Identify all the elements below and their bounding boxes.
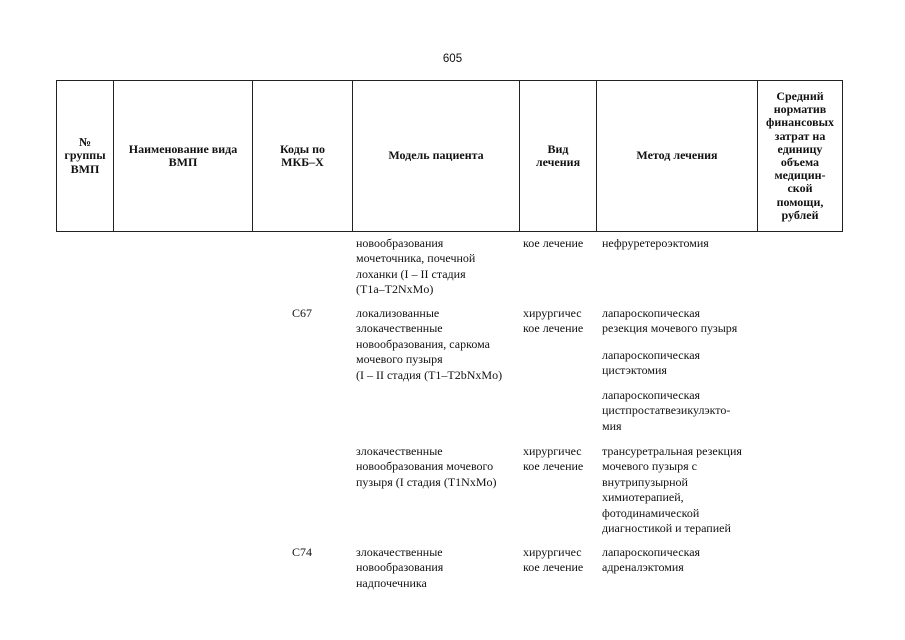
- header-group-number: № группы ВМП: [57, 81, 114, 231]
- row4-icd-code: С74: [292, 545, 313, 559]
- row1-treatment-type: кое лечение: [523, 236, 584, 250]
- table-header: [56, 80, 843, 232]
- header-vmp-name: Наименование вида ВМП: [114, 81, 253, 231]
- row3-patient-model: злокачественные новообразования мочевого пузыря (I стадия (T1NxMo): [356, 444, 497, 489]
- header-treatment-method: Метод лечения: [597, 81, 758, 231]
- row2-treatment-type: хирургичес кое лечение: [523, 306, 584, 336]
- row1-method: нефруретероэктомия: [602, 236, 709, 250]
- row2-method-1: лапароскопическая резекция мочевого пузыря: [602, 306, 738, 336]
- header-patient-model: Модель пациента: [353, 81, 520, 231]
- row4-method: лапароскопическая адреналэктомия: [602, 545, 701, 575]
- row3-method: трансуретральная резекция мочевого пузыря с внутрипузырной химиотерапией, фотодинамической диагностикой и терапией: [602, 444, 742, 536]
- row2-patient-model: локализованные злокачественные новообразования, саркома мочевого пузыря (I – II стадия (T1–T2bNxMo): [356, 306, 503, 382]
- row4-treatment-type: хирургичес кое лечение: [523, 545, 584, 575]
- row3-treatment-type: хирургичес кое лечение: [523, 444, 584, 474]
- row2-method-2: лапароскопическая цистэктомия: [602, 348, 701, 378]
- header-icd-codes: Коды по МКБ–Х: [253, 81, 353, 231]
- row2-method-3: лапароскопическая цистпростатвезикулэкто- мия: [602, 388, 731, 433]
- header-treatment-type: Вид лечения: [520, 81, 597, 231]
- header-average-cost: Средний норматив финансовых затрат на единицу объема медицин- ской помощи, рублей: [766, 88, 834, 222]
- row2-icd-code: С67: [292, 306, 313, 320]
- row1-patient-model: новообразования мочеточника, почечной лоханки (I – II стадия (T1a–T2NxMo): [356, 236, 476, 297]
- row4-patient-model: злокачественные новообразования надпочечника: [356, 545, 444, 590]
- page-number: 605: [442, 53, 463, 65]
